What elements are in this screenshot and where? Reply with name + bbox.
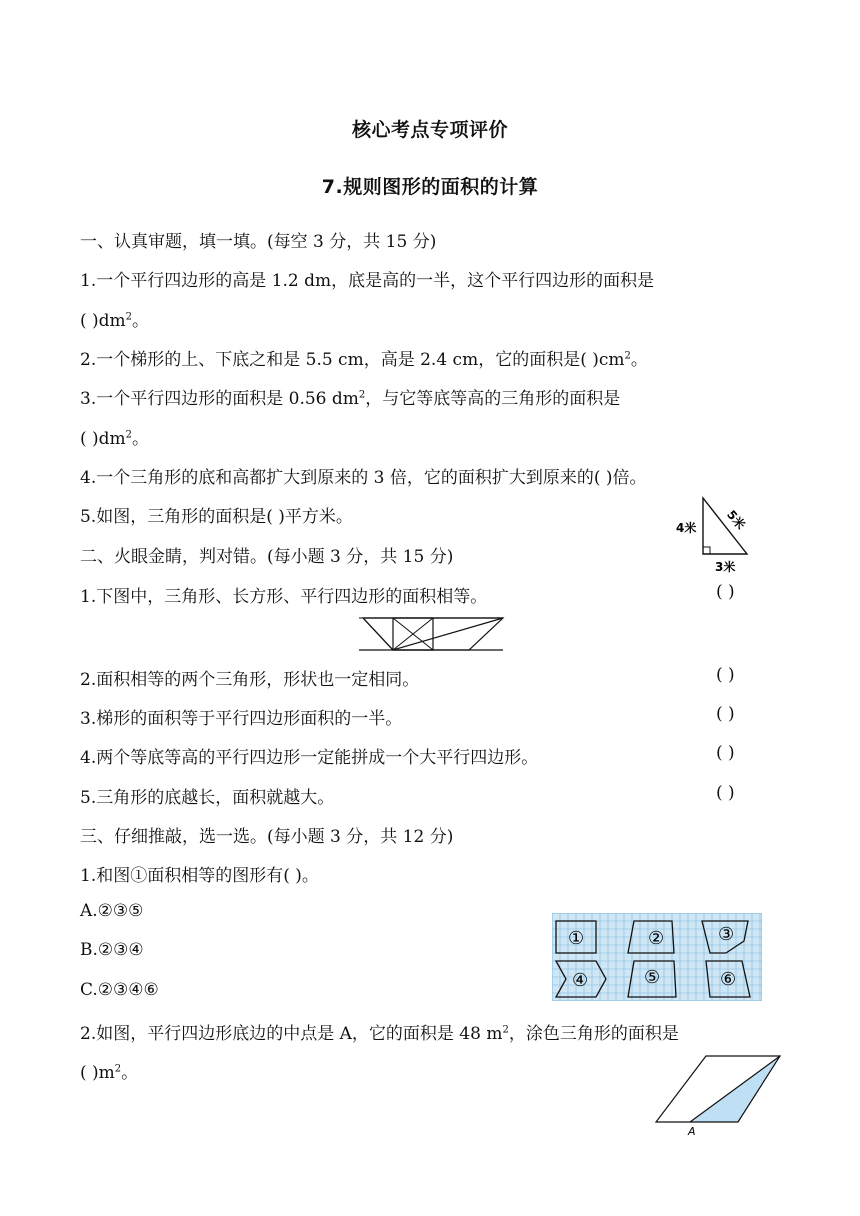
s2-item-1: 1.下图中，三角形、长方形、平行四边形的面积相等。	[80, 587, 488, 607]
s1-q3-line2: ( )$dm^2$。	[80, 429, 150, 449]
s1-q2: 2.一个梯形的上、下底之和是 5.5 cm，高是 2.4 cm，它的面积是( )$cm^2$。	[80, 350, 648, 370]
s1-q3-line1: 3.一个平行四边形的面积是 0.56 $dm^2$，与它等底等高的三角形的面积是	[80, 389, 621, 409]
s2-answer-5[interactable]: ( )	[716, 783, 735, 803]
s2-answer-3[interactable]: ( )	[716, 704, 735, 724]
grid-shapes-figure	[552, 913, 762, 1001]
grid-label-5: ⑤	[644, 967, 661, 988]
s3-q1-option-a[interactable]: A.②③⑤	[80, 901, 144, 921]
s2-answer-1[interactable]: ( )	[716, 582, 735, 602]
s3-q1-option-b[interactable]: B.②③④	[80, 940, 144, 960]
triangle-label-bottom: 3米	[715, 560, 736, 574]
s2-answer-4[interactable]: ( )	[716, 743, 735, 763]
triangle-label-hyp: 5米	[724, 507, 748, 533]
grid-label-6: ⑥	[720, 969, 737, 990]
s1-q1-line1: 1.一个平行四边形的高是 1.2 dm，底是高的一半，这个平行四边形的面积是	[80, 271, 655, 291]
section3-heading: 三、仔细推敲，选一选。(每小题 3 分，共 12 分)	[80, 827, 454, 847]
point-a-label: A	[688, 1125, 696, 1138]
section2-heading: 二、火眼金睛，判对错。(每小题 3 分，共 15 分)	[80, 547, 454, 567]
three-shapes-figure	[355, 610, 507, 656]
s2-item-2: 2.面积相等的两个三角形，形状也一定相同。	[80, 670, 420, 690]
s2-answer-2[interactable]: ( )	[716, 665, 735, 685]
right-triangle-figure	[670, 492, 780, 582]
page-title: 核心考点专项评价	[351, 119, 508, 141]
s3-q1-option-c[interactable]: C.②③④⑥	[80, 980, 159, 1000]
s2-item-3: 3.梯形的面积等于平行四边形面积的一半。	[80, 709, 403, 729]
grid-label-3: ③	[718, 924, 735, 945]
grid-label-4: ④	[572, 970, 589, 991]
parallelogram-figure	[650, 1052, 785, 1140]
s3-q2-line2: ( )$m^2$。	[80, 1063, 139, 1083]
grid-label-2: ②	[648, 928, 665, 949]
section1-heading: 一、认真审题，填一填。(每空 3 分，共 15 分)	[80, 232, 437, 252]
page-subtitle: 7.规则图形的面积的计算	[321, 176, 539, 198]
s1-q1-line2: ( )$dm^2$。	[80, 311, 150, 331]
s1-q5: 5.如图，三角形的面积是( )平方米。	[80, 507, 353, 527]
s3-q1-stem: 1.和图①面积相等的图形有( )。	[80, 866, 319, 886]
s1-q4: 4.一个三角形的底和高都扩大到原来的 3 倍，它的面积扩大到原来的( )倍。	[80, 468, 647, 488]
s2-item-5: 5.三角形的底越长，面积就越大。	[80, 788, 335, 808]
grid-label-1: ①	[568, 928, 585, 949]
s2-item-4: 4.两个等底等高的平行四边形一定能拼成一个大平行四边形。	[80, 748, 539, 768]
triangle-label-left: 4米	[676, 521, 697, 535]
s3-q2-line1: 2.如图，平行四边形底边的中点是 A，它的面积是 48 $m^2$，涂色三角形的面积是	[80, 1024, 679, 1044]
